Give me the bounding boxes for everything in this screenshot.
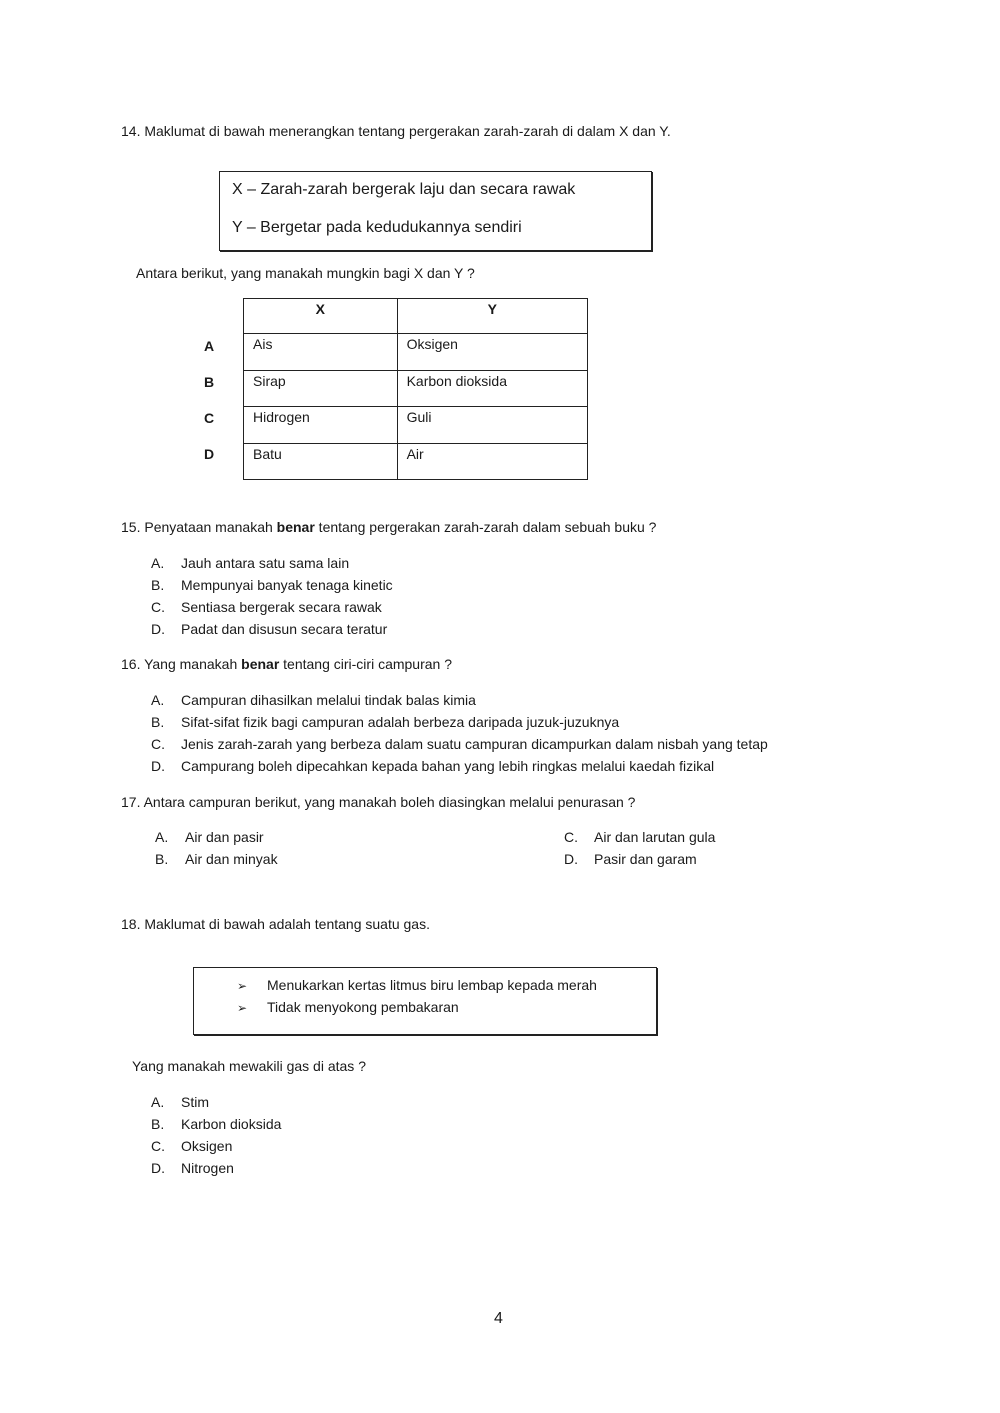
option-letter: D. xyxy=(564,851,578,867)
q14-info-box xyxy=(219,171,652,251)
option-text: Pasir dan garam xyxy=(594,851,697,867)
q18-option-d[interactable] xyxy=(151,1159,234,1177)
option-letter: B. xyxy=(151,577,165,593)
q14-options-table xyxy=(243,298,588,480)
table-cell-b-y: Karbon dioksida xyxy=(397,371,587,407)
q16-option-b[interactable] xyxy=(151,713,619,731)
q14-prompt: 14. Maklumat di bawah menerangkan tentang pergerakan zarah-zarah di dalam X dan Y. xyxy=(121,123,671,139)
option-text: Air dan larutan gula xyxy=(594,829,716,845)
option-text: Jauh antara satu sama lain xyxy=(181,555,350,571)
info-text: Menukarkan kertas litmus biru lembap kepada merah xyxy=(267,977,597,993)
q17-option-d[interactable] xyxy=(564,850,697,868)
q18-info-item xyxy=(237,976,597,995)
option-text: Air dan pasir xyxy=(185,829,264,845)
table-cell-a-x: Ais xyxy=(244,334,398,371)
table-header-y: Y xyxy=(397,299,587,334)
q15-option-c[interactable] xyxy=(151,598,382,616)
option-text: Campurang boleh dipecahkan kepada bahan yang lebih ringkas melalui kaedah fizikal xyxy=(181,758,715,774)
q15-option-a[interactable] xyxy=(151,554,349,572)
table-cell-c-y: Guli xyxy=(397,407,587,444)
q17-option-b[interactable] xyxy=(155,850,278,868)
q14-row-label-b: B xyxy=(204,374,215,390)
table-row xyxy=(244,334,588,371)
q14-row-label-a: A xyxy=(204,338,215,354)
q14-info-y: Y – Bergetar pada kedudukannya sendiri xyxy=(232,219,522,236)
option-letter: A. xyxy=(151,1094,165,1110)
arrow-bullet-icon: ➢ xyxy=(237,979,248,993)
option-letter: C. xyxy=(564,829,578,845)
q15-prompt-text: 15. Penyataan manakah xyxy=(121,519,277,535)
q17-option-a[interactable] xyxy=(155,828,264,846)
option-letter: C. xyxy=(151,1138,165,1154)
option-text: Jenis zarah-zarah yang berbeza dalam suatu campuran dicampurkan dalam nisbah yang tetap xyxy=(181,736,768,752)
option-text: Oksigen xyxy=(181,1138,233,1154)
option-text: Sentiasa bergerak secara rawak xyxy=(181,599,382,615)
q16-option-d[interactable] xyxy=(151,757,714,775)
q16-prompt-text: 16. Yang manakah xyxy=(121,656,242,672)
q17-option-c[interactable] xyxy=(564,828,715,846)
table-row xyxy=(244,444,588,480)
option-letter: B. xyxy=(155,851,169,867)
arrow-bullet-icon: ➢ xyxy=(237,1001,248,1015)
q18-option-a[interactable] xyxy=(151,1093,209,1111)
option-text: Stim xyxy=(181,1094,209,1110)
option-text: Nitrogen xyxy=(181,1160,234,1176)
q15-prompt-text-end: tentang pergerakan zarah-zarah dalam sebuah buku ? xyxy=(314,519,657,535)
q15-option-b[interactable] xyxy=(151,576,393,594)
q14-info-x: X – Zarah-zarah bergerak laju dan secara rawak xyxy=(232,181,576,198)
page-number: 4 xyxy=(494,1310,503,1327)
option-letter: C. xyxy=(151,736,165,752)
option-letter: D. xyxy=(151,621,165,637)
option-text: Karbon dioksida xyxy=(181,1116,282,1132)
q16-prompt-emphasis: benar xyxy=(241,656,280,672)
q14-row-label-d: D xyxy=(204,446,215,462)
option-letter: C. xyxy=(151,599,165,615)
q18-option-b[interactable] xyxy=(151,1115,281,1133)
q15-prompt-emphasis: benar xyxy=(276,519,315,535)
info-text: Tidak menyokong pembakaran xyxy=(267,999,459,1015)
option-letter: A. xyxy=(151,555,165,571)
table-cell-a-y: Oksigen xyxy=(397,334,587,371)
option-letter: B. xyxy=(151,714,165,730)
q14-subprompt: Antara berikut, yang manakah mungkin bagi X dan Y ? xyxy=(136,265,475,281)
option-letter: D. xyxy=(151,758,165,774)
q15-prompt xyxy=(121,518,656,536)
q14-row-label-c: C xyxy=(204,410,215,426)
q18-option-c[interactable] xyxy=(151,1137,232,1155)
option-text: Air dan minyak xyxy=(185,851,278,867)
table-cell-b-x: Sirap xyxy=(244,371,398,407)
option-text: Padat dan disusun secara teratur xyxy=(181,621,388,637)
q16-prompt-text-end: tentang ciri-ciri campuran ? xyxy=(279,656,453,672)
option-letter: D. xyxy=(151,1160,165,1176)
q16-option-a[interactable] xyxy=(151,691,476,709)
option-letter: A. xyxy=(151,692,165,708)
q16-option-c[interactable] xyxy=(151,735,768,753)
q16-prompt xyxy=(121,655,452,673)
table-cell-c-x: Hidrogen xyxy=(244,407,398,444)
option-letter: B. xyxy=(151,1116,165,1132)
q17-prompt: 17. Antara campuran berikut, yang manakah boleh diasingkan melalui penurasan ? xyxy=(121,794,636,810)
q15-option-d[interactable] xyxy=(151,620,387,638)
q18-info-box xyxy=(193,967,657,1035)
option-text: Mempunyai banyak tenaga kinetic xyxy=(181,577,393,593)
option-text: Sifat-sifat fizik bagi campuran adalah berbeza daripada juzuk-juzuknya xyxy=(181,714,620,730)
table-header-x: X xyxy=(244,299,398,334)
option-text: Campuran dihasilkan melalui tindak balas kimia xyxy=(181,692,476,708)
q18-prompt: 18. Maklumat di bawah adalah tentang suatu gas. xyxy=(121,916,430,932)
q18-subprompt: Yang manakah mewakili gas di atas ? xyxy=(132,1058,366,1074)
table-cell-d-y: Air xyxy=(397,444,587,480)
table-row xyxy=(244,371,588,407)
option-letter: A. xyxy=(155,829,169,845)
table-header-row xyxy=(244,299,588,334)
table-cell-d-x: Batu xyxy=(244,444,398,480)
q18-info-item xyxy=(237,998,459,1017)
table-row xyxy=(244,407,588,444)
